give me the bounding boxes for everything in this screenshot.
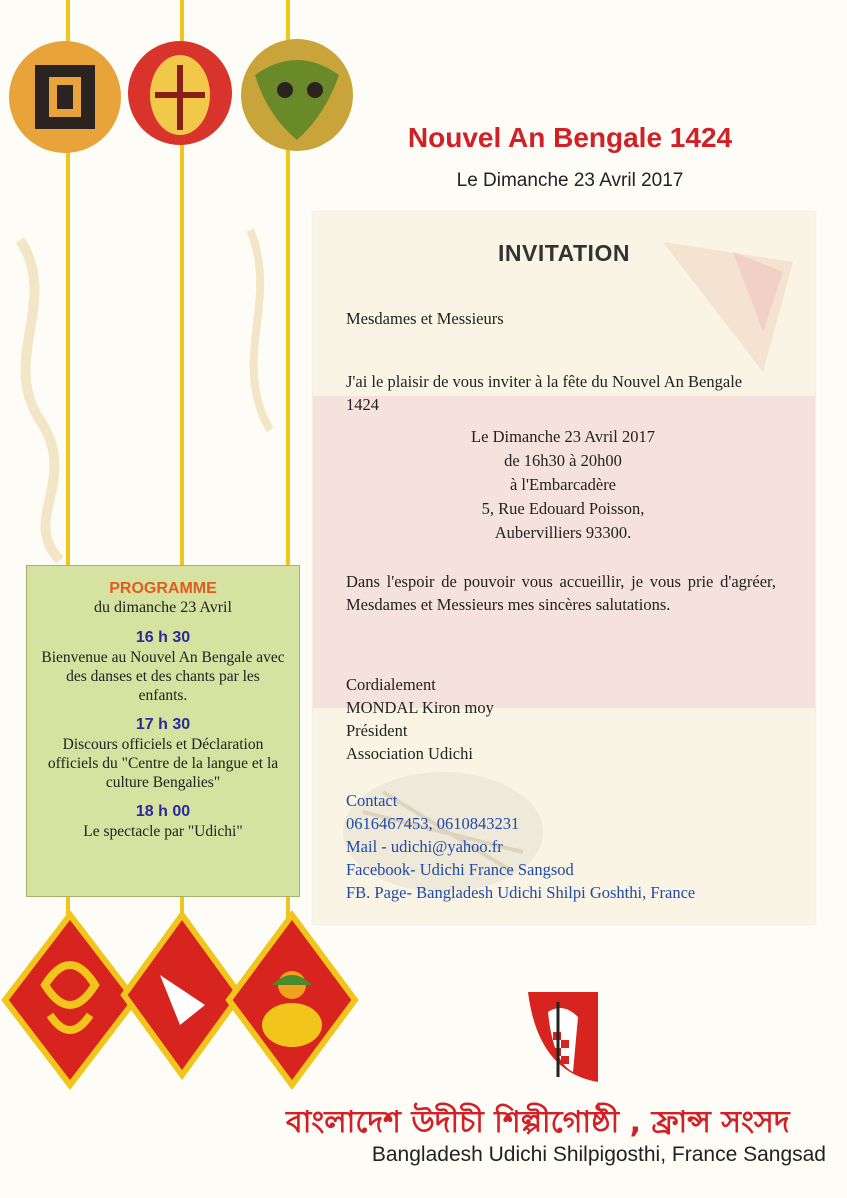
contact-label: Contact	[346, 791, 398, 810]
diamond-ornaments-bottom	[0, 905, 360, 1115]
footer-bangla-name: বাংলাদেশ উদীচী শিল্পীগোষ্ঠী , ফ্রান্স সংসদ	[286, 1105, 790, 1140]
programme-description: Discours officiels et Déclaration officiels du "Centre de la langue et la culture Bengalies"	[47, 736, 279, 791]
details-date: Le Dimanche 23 Avril 2017	[471, 427, 655, 446]
contact-mail: Mail - udichi@yahoo.fr	[346, 837, 503, 856]
details-city: Aubervilliers 93300.	[494, 523, 632, 542]
programme-time: 18 h 00	[135, 803, 191, 820]
signature-line: Association Udichi	[346, 744, 473, 763]
invitation-greeting: Mesdames et Messieurs	[346, 309, 504, 328]
event-date: Le Dimanche 23 Avril 2017	[456, 170, 684, 191]
contact-phone: 0616467453, 0610843231	[346, 814, 520, 833]
programme-title: PROGRAMME	[109, 580, 217, 597]
contact-facebook: Facebook- Udichi France Sangsod	[346, 860, 574, 879]
event-title: Nouvel An Bengale 1424	[407, 122, 733, 153]
programme-description: Bienvenue au Nouvel An Bengale avec des danses et des chants par les enfants.	[41, 649, 285, 704]
details-time: de 16h30 à 20h00	[504, 451, 622, 470]
udichi-logo-icon	[528, 992, 598, 1082]
footer-english-name: Bangladesh Udichi Shilpigosthi, France Sangsad	[371, 1143, 826, 1166]
signature-block	[346, 673, 776, 765]
event-details	[373, 425, 753, 545]
details-venue: à l'Embarcadère	[509, 475, 617, 494]
contact-fb-page: FB. Page- Bangladesh Udichi Shilpi Goshthi, France	[346, 883, 696, 902]
programme-description: Le spectacle par "Udichi"	[83, 823, 243, 840]
signature-line: Président	[346, 721, 408, 740]
invitation-panel	[313, 212, 815, 924]
invitation-closing: Dans l'espoir de pouvoir vous accueillir, je vous prie d'agréer, Mesdames et Messieurs mes sincères salutations.	[346, 572, 776, 614]
programme-time: 17 h 30	[135, 716, 191, 733]
programme-time: 16 h 30	[135, 629, 191, 646]
signature-line: MONDAL Kiron moy	[346, 698, 494, 717]
invitation-intro: J'ai le plaisir de vous inviter à la fête du Nouvel An Bengale 1424	[346, 372, 743, 414]
mask-ornaments-top	[5, 35, 355, 155]
signature-line: Cordialement	[346, 675, 436, 694]
contact-block	[346, 789, 776, 904]
programme-panel	[26, 565, 300, 897]
programme-subtitle: du dimanche 23 Avril	[94, 599, 232, 616]
invitation-heading: INVITATION	[498, 240, 630, 266]
details-street: 5, Rue Edouard Poisson,	[481, 499, 645, 518]
